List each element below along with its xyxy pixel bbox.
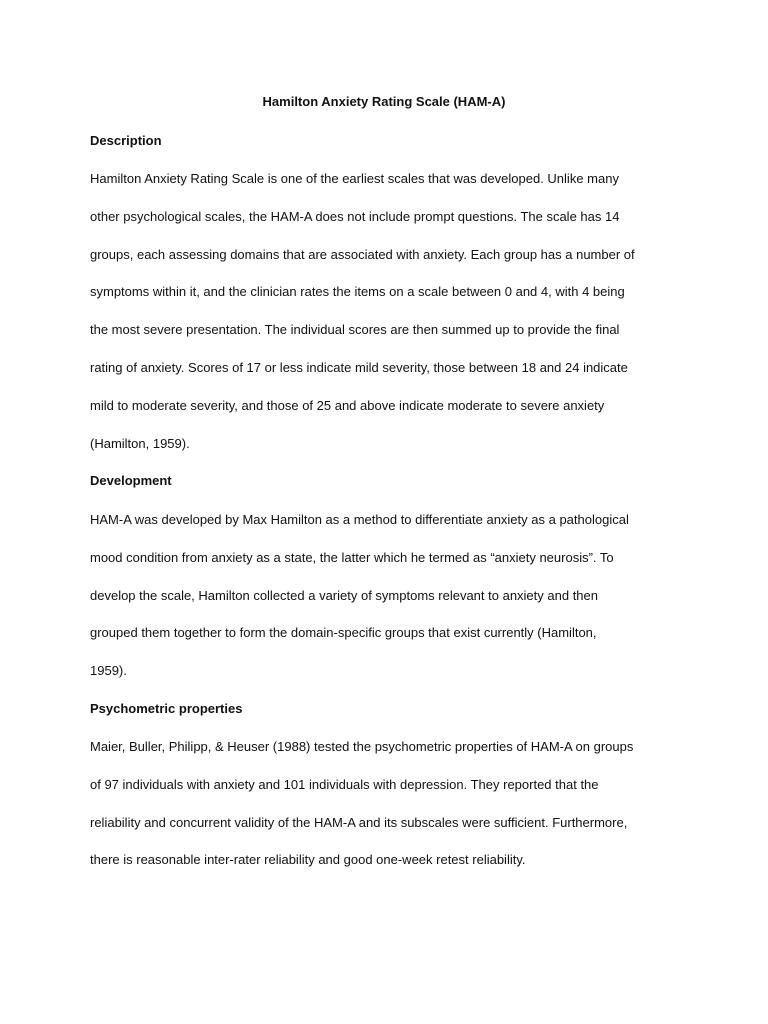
text-line: of 97 individuals with anxiety and 101 individuals with depression. They reported that the xyxy=(90,776,599,792)
section-body-description xyxy=(90,160,680,462)
text-line: reliability and concurrent validity of the HAM-A and its subscales were sufficient. Furthermore, xyxy=(90,814,628,830)
text-line: 1959). xyxy=(90,663,127,679)
text-line: other psychological scales, the HAM-A does not include prompt questions. The scale has 14 xyxy=(90,208,620,224)
text-line: rating of anxiety. Scores of 17 or less indicate mild severity, those between 18 and 24 indicate xyxy=(90,359,628,375)
text-line: develop the scale, Hamilton collected a variety of symptoms relevant to anxiety and then xyxy=(90,587,598,603)
section-heading-psychometric-properties: Psychometric properties xyxy=(90,701,243,716)
section-body-development xyxy=(90,501,680,690)
text-line: (Hamilton, 1959). xyxy=(90,435,190,451)
text-line: mood condition from anxiety as a state, the latter which he termed as “anxiety neurosis”. To xyxy=(90,549,614,565)
document-title: Hamilton Anxiety Rating Scale (HAM-A) xyxy=(262,94,506,109)
text-line: grouped them together to form the domain-specific groups that exist currently (Hamilton, xyxy=(90,625,597,641)
section-heading-description: Description xyxy=(90,133,162,148)
section-heading-development: Development xyxy=(90,473,172,488)
text-line: mild to moderate severity, and those of 25 and above indicate moderate to severe anxiety xyxy=(90,397,605,413)
text-line: Hamilton Anxiety Rating Scale is one of the earliest scales that was developed. Unlike many xyxy=(90,171,619,186)
text-line: symptoms within it, and the clinician rates the items on a scale between 0 and 4, with 4 being xyxy=(90,284,625,300)
text-line: Maier, Buller, Philipp, & Heuser (1988) tested the psychometric properties of HAM-A on groups xyxy=(90,739,634,754)
text-line: there is reasonable inter-rater reliability and good one-week retest reliability. xyxy=(90,852,526,868)
text-line: the most severe presentation. The individual scores are then summed up to provide the final xyxy=(90,322,620,338)
text-line: HAM-A was developed by Max Hamilton as a method to differentiate anxiety as a pathological xyxy=(90,512,629,527)
section-body-psychometric-properties xyxy=(90,728,680,879)
text-line: groups, each assessing domains that are associated with anxiety. Each group has a number of xyxy=(90,246,635,262)
